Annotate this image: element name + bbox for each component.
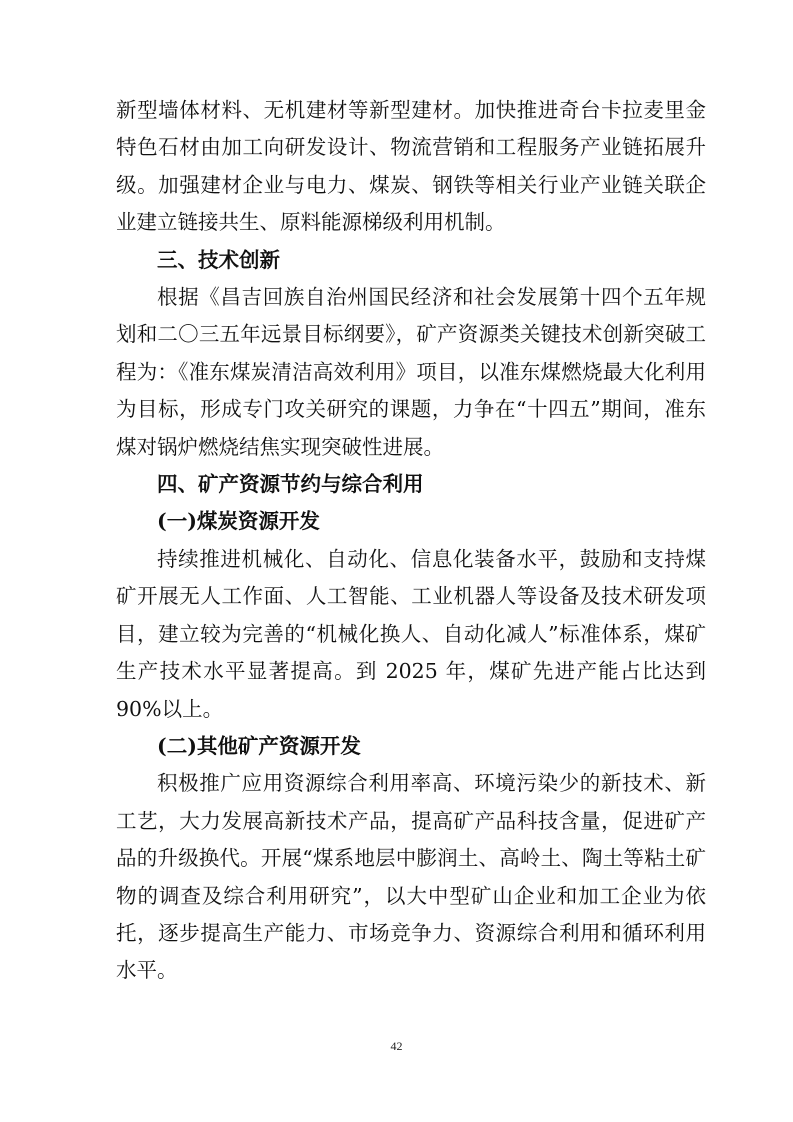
page-number: 42 xyxy=(390,1039,403,1053)
section-heading-resource-conservation: 四、矿产资源节约与综合利用 xyxy=(157,472,424,497)
section-heading-technology-innovation: 三、技术创新 xyxy=(157,247,280,272)
technology-innovation-paragraph: 根据《昌吉回族自治州国民经济和社会发展第十四个五年规划和二〇三五年远景目标纲要》，矿产资源类关键技术创新突破工程为：《准东煤炭清洁高效利用》项目，以准东煤燃烧最大化利用为目标，形成专门攻关研究的课题，力争在“十四五”期间，准东煤对锅炉燃烧结焦实现突破性进展。 xyxy=(116,285,706,459)
other-mineral-development-paragraph: 积极推广应用资源综合利用率高、环境污染少的新技术、新工艺，大力发展高新技术产品，提高矿产品科技含量，促进矿产品的升级换代。开展“煤系地层中膨润土、高岭土、陶土等粘土矿物的调查及综合利用研究”，以大中型矿山企业和加工企业为依托，逐步提高生产能力、市场竞争力、资源综合利用和循环利用水平。 xyxy=(116,771,706,983)
intro-paragraph: 新型墙体材料、无机建材等新型建材。加快推进奇台卡拉麦里金特色石材由加工向研发设计、物流营销和工程服务产业链拓展升级。加强建材企业与电力、煤炭、钢铁等相关行业产业链关联企业建立链接共生、原料能源梯级利用机制。 xyxy=(116,98,706,235)
subheading-coal-resource-development: (一)煤炭资源开发 xyxy=(157,509,320,534)
subheading-other-mineral-development: (二)其他矿产资源开发 xyxy=(157,733,361,758)
page-body xyxy=(116,92,706,990)
coal-development-paragraph: 持续推进机械化、自动化、信息化装备水平，鼓励和支持煤矿开展无人工作面、人工智能、工业机器人等设备及技术研发项目，建立较为完善的“机械化换人、自动化减人”标准体系，煤矿生产技术水平显著提高。到 2025 年，煤矿先进产能占比达到90%以上。 xyxy=(116,546,706,721)
